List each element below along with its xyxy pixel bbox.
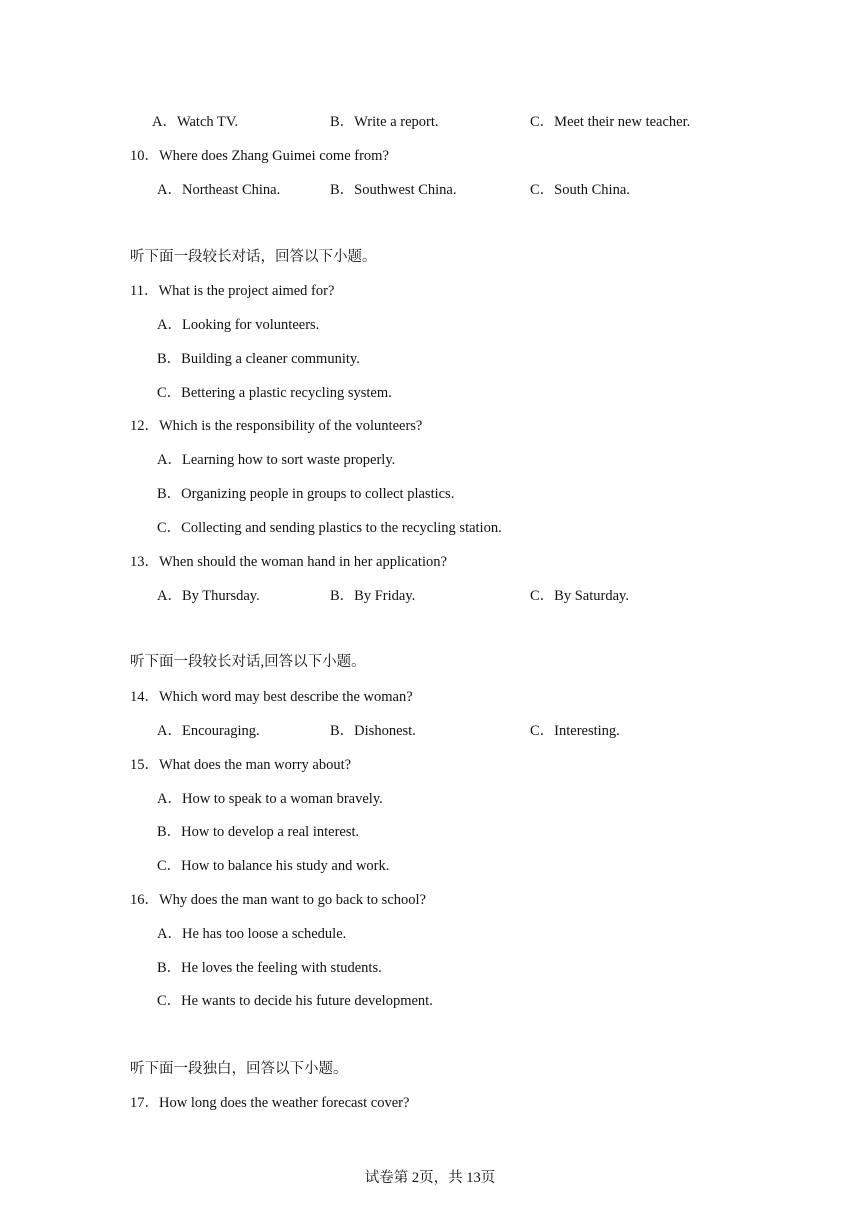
q14-option-b: B．Dishonest. — [330, 723, 416, 739]
q14-option-c: C．Interesting. — [530, 723, 620, 739]
q15-stem: 15．What does the man worry about? — [130, 757, 352, 773]
q12-stem: 12．Which is the responsibility of the volunteers? — [130, 418, 423, 434]
q10-option-b: B．Southwest China. — [330, 182, 457, 198]
q13-option-a: A．By Thursday. — [157, 588, 260, 604]
q9-option-a: A．Watch TV. — [152, 114, 239, 130]
q15-option-c: C．How to balance his study and work. — [157, 858, 390, 874]
q12-option-a: A．Learning how to sort waste properly. — [157, 452, 396, 468]
q12-option-b: B．Organizing people in groups to collect plastics. — [157, 486, 455, 502]
q15-option-a: A．How to speak to a woman bravely. — [157, 791, 383, 807]
q11-option-b: B．Building a cleaner community. — [157, 351, 360, 367]
q11-option-a: A．Looking for volunteers. — [157, 317, 320, 333]
q10-option-a: A．Northeast China. — [157, 182, 281, 198]
q9-option-c: C．Meet their new teacher. — [530, 114, 691, 130]
page-footer: 试卷第 2页，共 13页 — [364, 1170, 496, 1186]
q16-option-a: A．He has too loose a schedule. — [157, 926, 347, 942]
section3-intro: 听下面一段独白，回答以下小题。 — [130, 1061, 348, 1077]
q13-stem: 13．When should the woman hand in her application? — [130, 554, 447, 570]
q11-stem: 11．What is the project aimed for? — [130, 283, 335, 299]
q17-stem: 17．How long does the weather forecast cover? — [130, 1095, 410, 1111]
q9-option-b: B．Write a report. — [330, 114, 439, 130]
q14-stem: 14．Which word may best describe the woman? — [130, 689, 413, 705]
q10-stem: 10．Where does Zhang Guimei come from? — [130, 148, 389, 164]
q10-option-c: C．South China. — [530, 182, 630, 198]
q16-stem: 16．Why does the man want to go back to school? — [130, 892, 426, 908]
section2-intro: 听下面一段较长对话,回答以下小题。 — [130, 654, 366, 670]
q15-option-b: B．How to develop a real interest. — [157, 824, 360, 840]
q11-option-c: C．Bettering a plastic recycling system. — [157, 385, 392, 401]
q16-option-b: B．He loves the feeling with students. — [157, 960, 382, 976]
q12-option-c: C．Collecting and sending plastics to the recycling station. — [157, 520, 502, 536]
section1-intro: 听下面一段较长对话，回答以下小题。 — [130, 249, 377, 265]
q13-option-c: C．By Saturday. — [530, 588, 629, 604]
q16-option-c: C．He wants to decide his future development. — [157, 993, 433, 1009]
q13-option-b: B．By Friday. — [330, 588, 416, 604]
q14-option-a: A．Encouraging. — [157, 723, 260, 739]
